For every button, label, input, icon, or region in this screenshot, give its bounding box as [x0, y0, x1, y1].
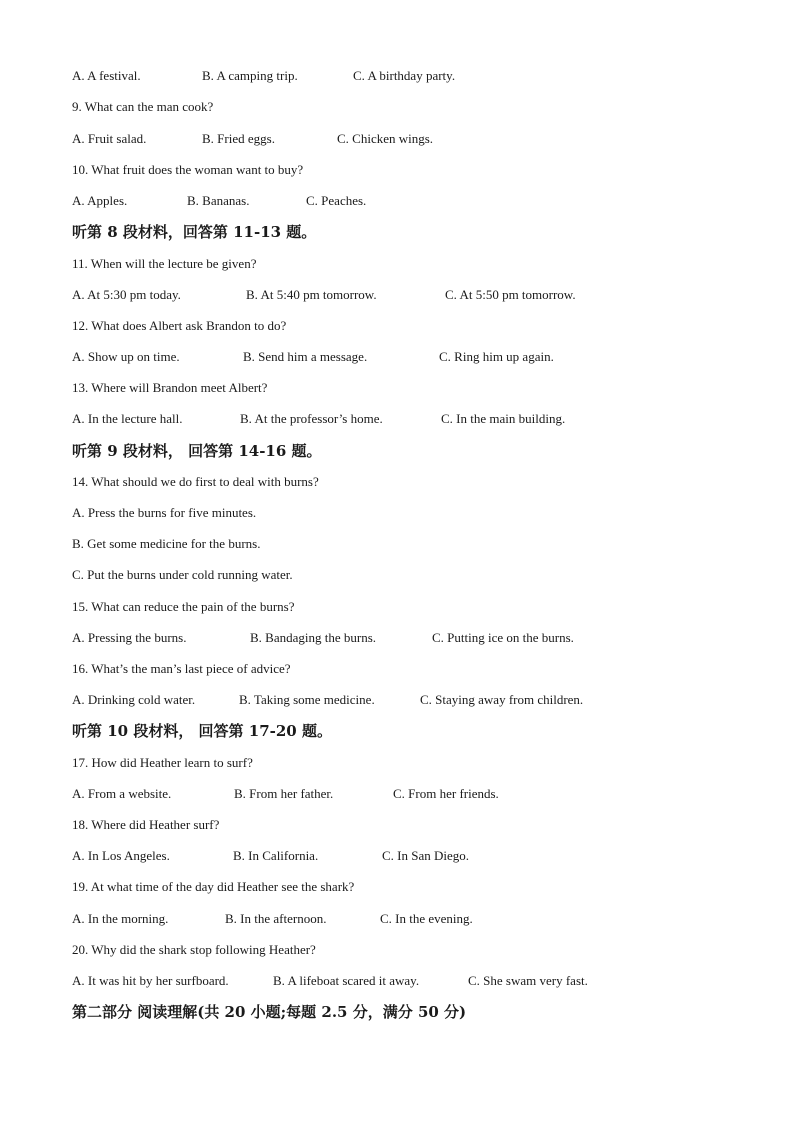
q19-question: 19. At what time of the day did Heather see the shark? — [72, 879, 355, 894]
q10-option-a: A. Apples. — [72, 193, 128, 208]
q17-option-c: C. From her friends. — [393, 786, 499, 801]
section-8-heading: 听第 8 段材料，回答第 11-13 题。 — [72, 223, 317, 241]
q16-option-b: B. Taking some medicine. — [239, 692, 375, 707]
q9-option-a: A. Fruit salad. — [72, 131, 147, 146]
q8-option-a: A. A festival. — [72, 68, 141, 83]
q16-option-c: C. Staying away from children. — [420, 692, 584, 707]
q20-option-b: B. A lifeboat scared it away. — [273, 973, 420, 988]
q14-option-a: A. Press the burns for five minutes. — [72, 505, 257, 520]
q8-option-b: B. A camping trip. — [202, 68, 298, 83]
q20-option-a: A. It was hit by her surfboard. — [72, 973, 229, 988]
q10-option-c: C. Peaches. — [306, 193, 367, 208]
q12-option-a: A. Show up on time. — [72, 349, 180, 364]
q8-option-c: C. A birthday party. — [353, 68, 456, 83]
q18-option-a: A. In Los Angeles. — [72, 848, 170, 863]
q14-option-c: C. Put the burns under cold running water. — [72, 567, 293, 582]
q9-option-c: C. Chicken wings. — [337, 131, 434, 146]
q10-option-b: B. Bananas. — [187, 193, 250, 208]
q13-option-b: B. At the professor’s home. — [240, 411, 383, 426]
q15-option-a: A. Pressing the burns. — [72, 630, 187, 645]
q14-question: 14. What should we do first to deal with burns? — [72, 474, 319, 489]
q19-option-b: B. In the afternoon. — [225, 911, 327, 926]
q17-question: 17. How did Heather learn to surf? — [72, 755, 253, 770]
q9-question: 9. What can the man cook? — [72, 99, 214, 114]
q15-option-c: C. Putting ice on the burns. — [432, 630, 574, 645]
section-9-heading: 听第 9 段材料， 回答第 14-16 题。 — [72, 442, 322, 460]
q12-option-b: B. Send him a message. — [243, 349, 368, 364]
q10-question: 10. What fruit does the woman want to buy? — [72, 162, 304, 177]
q17-option-a: A. From a website. — [72, 786, 172, 801]
q16-option-a: A. Drinking cold water. — [72, 692, 196, 707]
q15-option-b: B. Bandaging the burns. — [250, 630, 377, 645]
q20-question: 20. Why did the shark stop following Heather? — [72, 942, 316, 957]
q19-option-a: A. In the morning. — [72, 911, 169, 926]
q11-option-b: B. At 5:40 pm tomorrow. — [246, 287, 377, 302]
q11-question: 11. When will the lecture be given? — [72, 256, 257, 271]
q18-question: 18. Where did Heather surf? — [72, 817, 220, 832]
q17-option-b: B. From her father. — [234, 786, 334, 801]
q18-option-b: B. In California. — [233, 848, 319, 863]
q20-option-c: C. She swam very fast. — [468, 973, 588, 988]
part-2-heading: 第二部分 阅读理解(共 20 小题;每题 2.5 分，满分 50 分) — [72, 1003, 467, 1021]
q13-question: 13. Where will Brandon meet Albert? — [72, 380, 268, 395]
q15-question: 15. What can reduce the pain of the burns? — [72, 599, 295, 614]
q13-option-c: C. In the main building. — [441, 411, 566, 426]
q11-option-a: A. At 5:30 pm today. — [72, 287, 181, 302]
q9-option-b: B. Fried eggs. — [202, 131, 275, 146]
q12-option-c: C. Ring him up again. — [439, 349, 554, 364]
q18-option-c: C. In San Diego. — [382, 848, 470, 863]
q14-option-b: B. Get some medicine for the burns. — [72, 536, 261, 551]
section-10-heading: 听第 10 段材料， 回答第 17-20 题。 — [72, 722, 332, 740]
q12-question: 12. What does Albert ask Brandon to do? — [72, 318, 287, 333]
q19-option-c: C. In the evening. — [380, 911, 473, 926]
q13-option-a: A. In the lecture hall. — [72, 411, 183, 426]
q16-question: 16. What’s the man’s last piece of advice? — [72, 661, 291, 676]
q11-option-c: C. At 5:50 pm tomorrow. — [445, 287, 576, 302]
